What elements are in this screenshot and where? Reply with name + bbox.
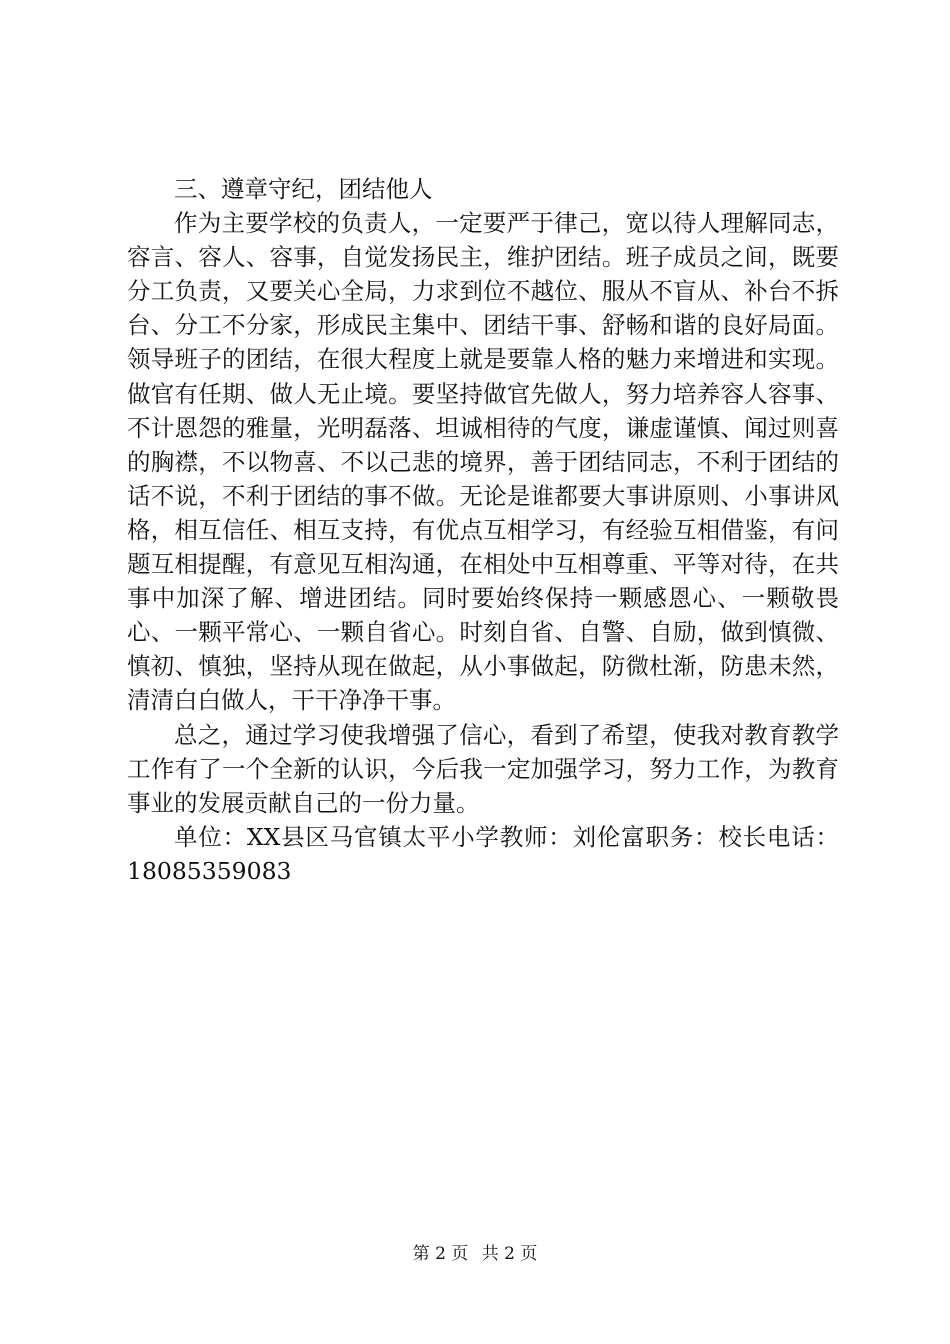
page-total: 共 2 页	[481, 1244, 538, 1264]
body-paragraph-conclusion: 总之，通过学习使我增强了信心，看到了希望，使我对教育教学工作有了一个全新的认识，今后我一定加强学习，努力工作，为教育事业的发展贡献自己的一份力量。	[127, 720, 839, 817]
page-footer	[0, 1243, 950, 1265]
author-info: 单位：XX县区马官镇太平小学教师：刘伦富职务：校长电话：18085359083	[127, 822, 839, 885]
document-body	[127, 172, 839, 888]
body-paragraph-unity: 作为主要学校的负责人，一定要严于律己，宽以待人理解同志，容言、容人、容事，自觉发扬民主，维护团结。班子成员之间，既要分工负责，又要关心全局，力求到位不越位、服从不盲从、补台不拆台、分工不分家，形成民主集中、团结干事、舒畅和谐的良好局面。领导班子的团结，在很大程度上就是要靠人格的魅力来增进和实现。做官有任期、做人无止境。要坚持做官先做人，努力培养容人容事、不计恩怨的雅量，光明磊落、坦诚相待的气度，谦虚谨慎、闻过则喜的胸襟，不以物喜、不以己悲的境界，善于团结同志，不利于团结的话不说，不利于团结的事不做。无论是谁都要大事讲原则、小事讲风格，相互信任、相互支持，有优点互相学习，有经验互相借鉴，有问题互相提醒，有意见互相沟通，在相处中互相尊重、平等对待，在共事中加深了解、增进团结。同时要始终保持一颗感恩心、一颗敬畏心、一颗平常心、一颗自省心。时刻自省、自警、自励，做到慎微、慎初、慎独，坚持从现在做起，从小事做起，防微杜渐，防患未然，清清白白做人，干干净净干事。	[127, 209, 839, 715]
section-heading: 三、遵章守纪，团结他人	[174, 175, 433, 203]
page-number: 第 2 页	[412, 1244, 469, 1264]
